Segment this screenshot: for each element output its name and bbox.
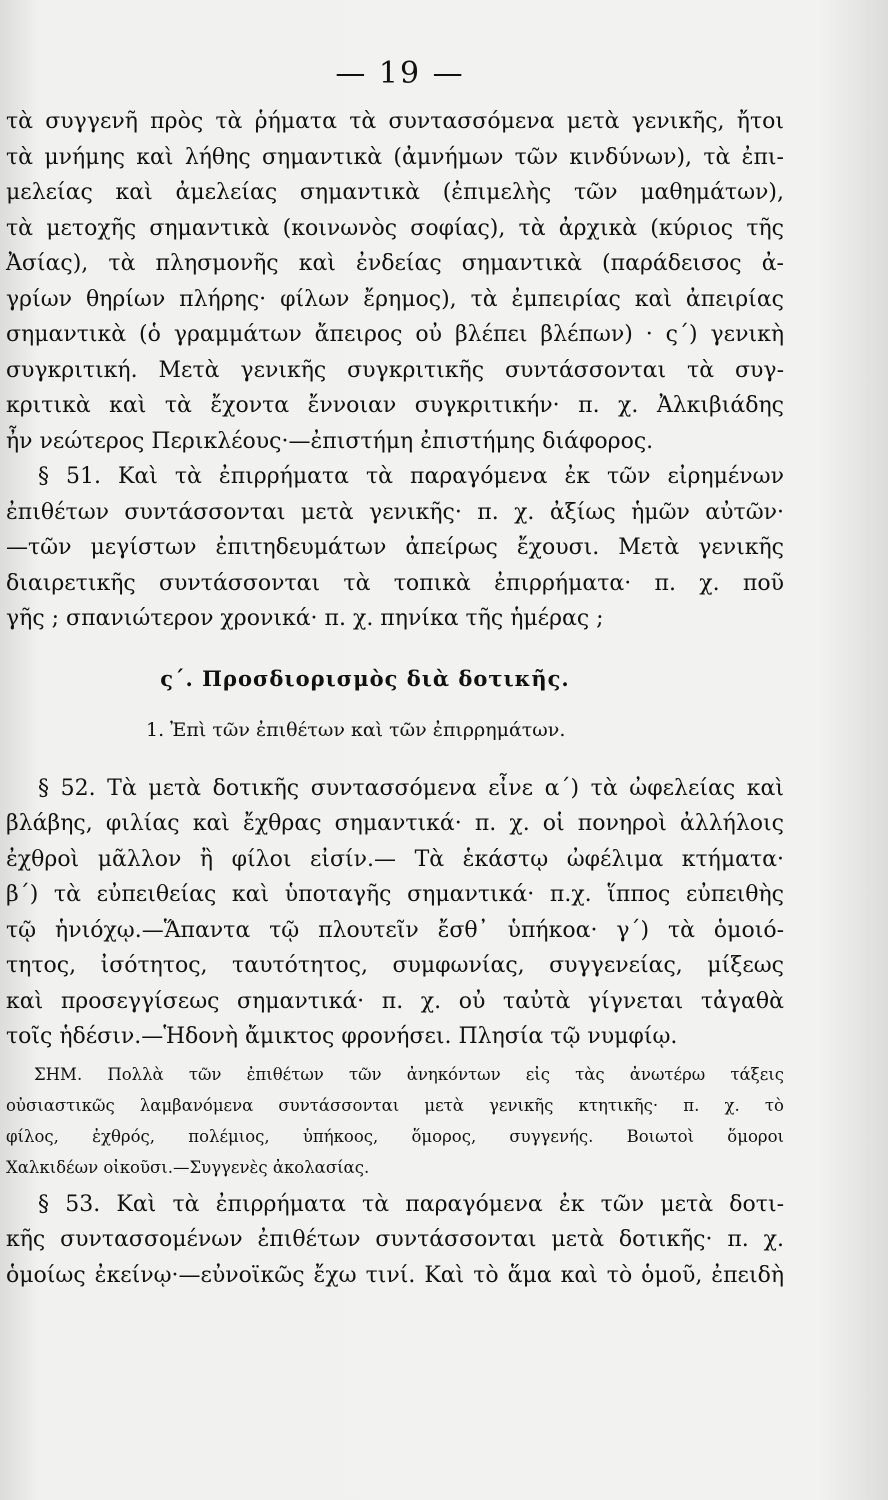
text-line: ἐχθροὶ μᾶλλον ἢ φίλοι εἰσίν.— Τὰ ἑκάστῳ ὠφέλιμα κτήματα· bbox=[6, 846, 784, 872]
text-line: συγκριτική. Μετὰ γενικῆς συγκριτικῆς συντάσσονται τὰ συγ- bbox=[6, 357, 784, 383]
text-line: διαιρετικῆς συντάσσονται τὰ τοπικὰ ἐπιρρήματα· π. χ. ποῦ bbox=[6, 570, 784, 596]
text-line: τῷ ἡνιόχῳ.—Ἅπαντα τῷ πλουτεῖν ἔσθ᾽ ὑπήκοα· γ΄) τὰ ὁμοιό- bbox=[6, 917, 784, 943]
text-line: τὰ μετοχῆς σημαντικὰ (κοινωνὸς σοφίας), τὰ ἀρχικὰ (κύριος τῆς bbox=[6, 215, 784, 241]
text-line: —τῶν μεγίστων ἐπιτηδευμάτων ἀπείρως ἔχουσι. Μετὰ γενικῆς bbox=[6, 535, 784, 560]
note-line: Χαλκιδέων οἰκοῦσι.—Συγγενὲς ἀκολασίας. bbox=[6, 1157, 370, 1177]
text-line: τὰ συγγενῆ πρὸς τὰ ῥήματα τὰ συντασσόμενα μετὰ γενικῆς, ἤτοι bbox=[6, 109, 784, 134]
text-line: § 51. Καὶ τὰ ἐπιρρήματα τὰ παραγόμενα ἐκ τῶν εἰρημένων bbox=[38, 464, 784, 489]
paragraph-52 bbox=[6, 771, 784, 1055]
paragraph-53 bbox=[6, 1187, 784, 1294]
section-heading: ς΄. Προσδιορισμὸς διὰ δοτικῆς. bbox=[160, 665, 570, 691]
note-line: φίλος, ἐχθρός, πολέμιος, ὑπήκοος, ὅμορος, συγγενής. Βοιωτοὶ ὅμοροι bbox=[6, 1126, 784, 1146]
text-line: βλάβης, φιλίας καὶ ἔχθρας σημαντικά· π. χ. οἱ πονηροὶ ἀλλήλοις bbox=[6, 811, 784, 836]
text-line: σημαντικὰ (ὁ γραμμάτων ἄπειρος οὐ βλέπει βλέπων) · ς΄) γενικὴ bbox=[6, 322, 784, 347]
section-subheading: 1. Ἐπὶ τῶν ἐπιθέτων καὶ τῶν ἐπιρρημάτων. bbox=[146, 718, 566, 741]
text-line: § 52. Τὰ μετὰ δοτικῆς συντασσόμενα εἶνε α΄) τὰ ὠφελείας καὶ bbox=[38, 775, 784, 801]
text-line: τοῖς ἡδέσιν.—Ἡδονὴ ἄμικτος φρονήσει. Πλησία τῷ νυμφίῳ. bbox=[6, 1024, 678, 1049]
text-line: ἐπιθέτων συντάσσονται μετὰ γενικῆς· π. χ. ἀξίως ἡμῶν αὐτῶν· bbox=[6, 499, 784, 525]
text-line: τητος, ἰσότητος, ταυτότητος, συμφωνίας, συγγενείας, μίξεως bbox=[6, 953, 784, 978]
text-line: γῆς ; σπανιώτερον χρονικά· π. χ. πηνίκα τῆς ἡμέρας ; bbox=[6, 606, 604, 631]
text-line: καὶ προσεγγίσεως σημαντικά· π. χ. οὐ ταὐτὰ γίγνεται τἀγαθὰ bbox=[6, 988, 784, 1014]
paragraph-continuation bbox=[6, 104, 784, 459]
page-body bbox=[6, 104, 784, 1293]
page-number: — 19 — bbox=[335, 56, 465, 91]
note-line: ΣΗΜ. Πολλὰ τῶν ἐπιθέτων τῶν ἀνηκόντων εἰς τὰς ἀνωτέρω τάξεις bbox=[34, 1064, 784, 1084]
note-line: οὐσιαστικῶς λαμβανόμενα συντάσσονται μετὰ γενικῆς κτητικῆς· π. χ. τὸ bbox=[6, 1095, 784, 1115]
text-line: ἦν νεώτερος Περικλέους·—ἐπιστήμη ἐπιστήμης διάφορος. bbox=[6, 428, 654, 454]
text-line: β΄) τὰ εὐπειθείας καὶ ὑποταγῆς σημαντικά· π.χ. ἵππος εὐπειθὴς bbox=[6, 882, 784, 907]
text-line: ὁμοίως ἐκείνῳ·—εὐνοϊκῶς ἔχω τινί. Καὶ τὸ ἅμα καὶ τὸ ὁμοῦ, ἐπειδὴ bbox=[6, 1262, 784, 1288]
text-line: κριτικὰ καὶ τὰ ἔχοντα ἔννοιαν συγκριτικήν· π. χ. Ἀλκιβιάδης bbox=[6, 393, 784, 418]
note-block bbox=[6, 1059, 784, 1183]
text-line: μελείας καὶ ἀμελείας σημαντικὰ (ἐπιμελὴς τῶν μαθημάτων), bbox=[6, 180, 784, 205]
text-line: § 53. Καὶ τὰ ἐπιρρήματα τὰ παραγόμενα ἐκ τῶν μετὰ δοτι- bbox=[38, 1191, 784, 1217]
text-line: τὰ μνήμης καὶ λήθης σημαντικὰ (ἀμνήμων τῶν κινδύνων), τὰ ἐπι- bbox=[6, 144, 784, 170]
text-line: κῆς συντασσομένων ἐπιθέτων συντάσσονται μετὰ δοτικῆς· π. χ. bbox=[6, 1227, 784, 1252]
text-line: γρίων θηρίων πλήρης· φίλων ἔρημος), τὰ ἐμπειρίας καὶ ἀπειρίας bbox=[6, 286, 784, 312]
text-line: Ἀσίας), τὰ πλησμονῆς καὶ ἐνδείας σημαντικὰ (παράδεισος ἀ- bbox=[6, 251, 784, 276]
paragraph-51 bbox=[6, 459, 784, 637]
